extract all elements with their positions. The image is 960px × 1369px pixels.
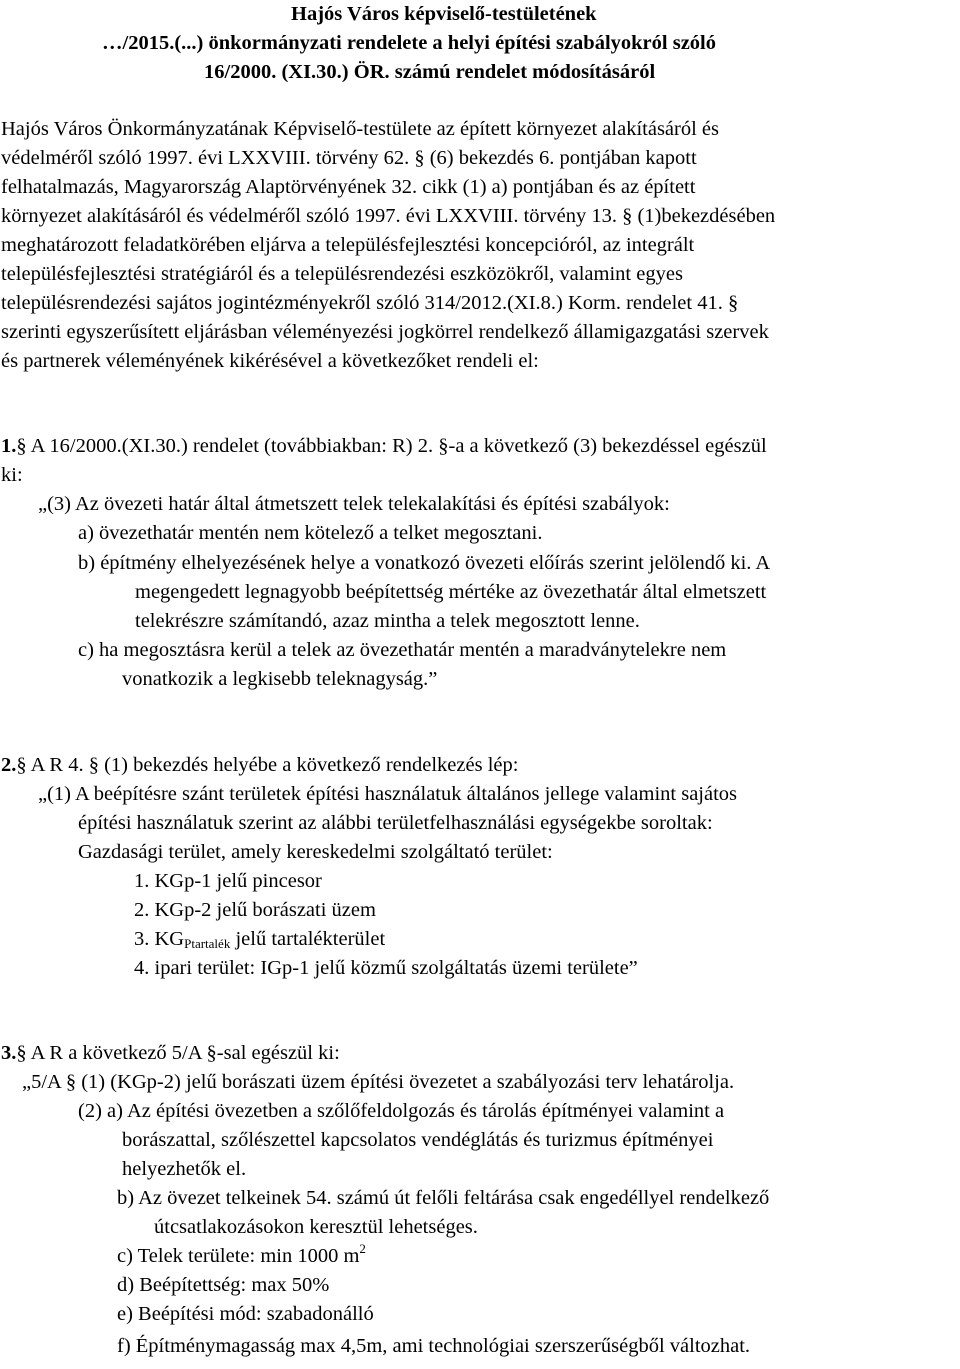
preamble-line: településfejlesztési stratégiáról és a településrendezési eszközökről, valamint egyes [1,263,683,285]
section-3-item-d: d) Beépítettség: max 50% [117,1274,330,1296]
preamble-line: Hajós Város Önkormányzatának Képviselő-testülete az épített környezet alakításáról és [1,118,719,140]
document-title-line-3: 16/2000. (XI.30.) ÖR. számú rendelet módosításáról [204,61,656,83]
section-3-quote: „5/A § (1) (KGp-2) jelű borászati üzem építési övezetet a szabályozási terv lehatárolja. [22,1071,735,1093]
section-1-item-c-cont: vonatkozik a legkisebb teleknagyság.” [122,668,438,690]
section-3-item-f: f) Építménymagasság max 4,5m, ami technológiai szerszerűségből változhat. [117,1335,751,1357]
section-2-list-item-3-suffix: jelű tartalékterület [230,928,386,950]
section-1-item-c: c) ha megosztásra kerül a telek az övezethatár mentén a maradványtelekre nem [78,639,727,661]
section-2-list-item: 2. KGp-2 jelű borászati üzem [134,899,376,921]
section-3-item-2-cont: borászattal, szőlészettel kapcsolatos vendéglátás és turizmus építményei [122,1129,714,1151]
section-3-item-2-cont: helyezhetők el. [122,1158,247,1180]
preamble-line: szerinti egyszerűsített eljárásban véleményezési jogkörrel rendelkező államigazgatási szervek [1,321,769,343]
preamble-line: környezet alakításáról és védelméről szóló 1997. évi LXXVIII. törvény 13. § (1)bekezdésében [1,205,776,227]
section-3-item-b-cont: útcsatlakozásokon keresztül lehetséges. [154,1216,478,1238]
section-2-heading [1,752,518,778]
section-2-list-item: 4. ipari terület: IGp-1 jelű közmű szolgáltatás üzemi területe” [134,957,638,979]
preamble-line: meghatározott feladatkörében eljárva a településfejlesztési koncepcióról, az integrált [1,234,695,256]
document-title-line-2: …/2015.(...) önkormányzati rendelete a helyi építési szabályokról szóló [102,32,716,54]
section-3-item-c [117,1243,366,1269]
section-2-heading-text: § A R 4. § (1) bekezdés helyébe a következő rendelkezés lép: [16,754,519,776]
section-1-item-b-cont: telekrészre számítandó, azaz mintha a telek megosztott lenne. [135,610,640,632]
section-1-item-a: a) övezethatár mentén nem kötelező a telket megosztani. [78,522,543,544]
preamble-line: településrendezési sajátos jogintézményekről szóló 314/2012.(XI.8.) Korm. rendelet 41. § [1,292,739,314]
section-3-item-c-text: c) Telek területe: min 1000 m [117,1245,360,1267]
section-3-heading [1,1040,340,1066]
section-2-number: 2. [1,754,17,776]
section-3-item-2: (2) a) Az építési övezetben a szőlőfeldolgozás és tárolás építményei valamint a [78,1100,725,1122]
section-1-item-b: b) építmény elhelyezésének helye a vonatkozó övezeti előírás szerint jelölendő ki. A [78,552,771,574]
section-1-heading [1,433,767,459]
section-2-list-item-3-prefix: 3. KG [134,928,185,950]
preamble-line: és partnerek véleményének kikérésével a következőket rendeli el: [1,350,539,372]
section-3-item-c-superscript: 2 [359,1241,366,1256]
section-1-number: 1. [1,435,17,457]
section-2-list-item [134,926,385,952]
section-2-quote-cont: Gazdasági terület, amely kereskedelmi szolgáltató terület: [78,841,553,863]
section-2-list-item-3-subscript: Ptartalék [184,936,231,951]
section-2-quote-cont: építési használatuk szerint az alábbi területfelhasználási egységekbe soroltak: [78,812,713,834]
section-3-number: 3. [1,1042,17,1064]
document-title-line-1: Hajós Város képviselő-testületének [291,3,597,25]
section-1-heading-text: § A 16/2000.(XI.30.) rendelet (továbbiakban: R) 2. §-a a következő (3) bekezdéssel egészül [16,435,767,457]
section-2-list-item: 1. KGp-1 jelű pincesor [134,870,322,892]
section-3-item-b: b) Az övezet telkeinek 54. számú út felőli feltárása csak engedéllyel rendelkező [117,1187,770,1209]
section-3-item-e: e) Beépítési mód: szabadonálló [117,1303,374,1325]
section-1-heading-cont: ki: [1,464,23,486]
section-1-quote: „(3) Az övezeti határ által átmetszett telek telekalakítási és építési szabályok: [38,493,670,515]
section-2-quote: „(1) A beépítésre szánt területek építési használatuk általános jellege valamint sajátos [38,783,738,805]
section-1-item-b-cont: megengedett legnagyobb beépítettség mértéke az övezethatár által elmetszett [135,581,767,603]
preamble-line: védelméről szóló 1997. évi LXXVIII. törvény 62. § (6) bekezdés 6. pontjában kapott [1,147,697,169]
preamble-line: felhatalmazás, Magyarország Alaptörvényének 32. cikk (1) a) pontjában és az épített [1,176,696,198]
section-3-heading-text: § A R a következő 5/A §-sal egészül ki: [16,1042,340,1064]
